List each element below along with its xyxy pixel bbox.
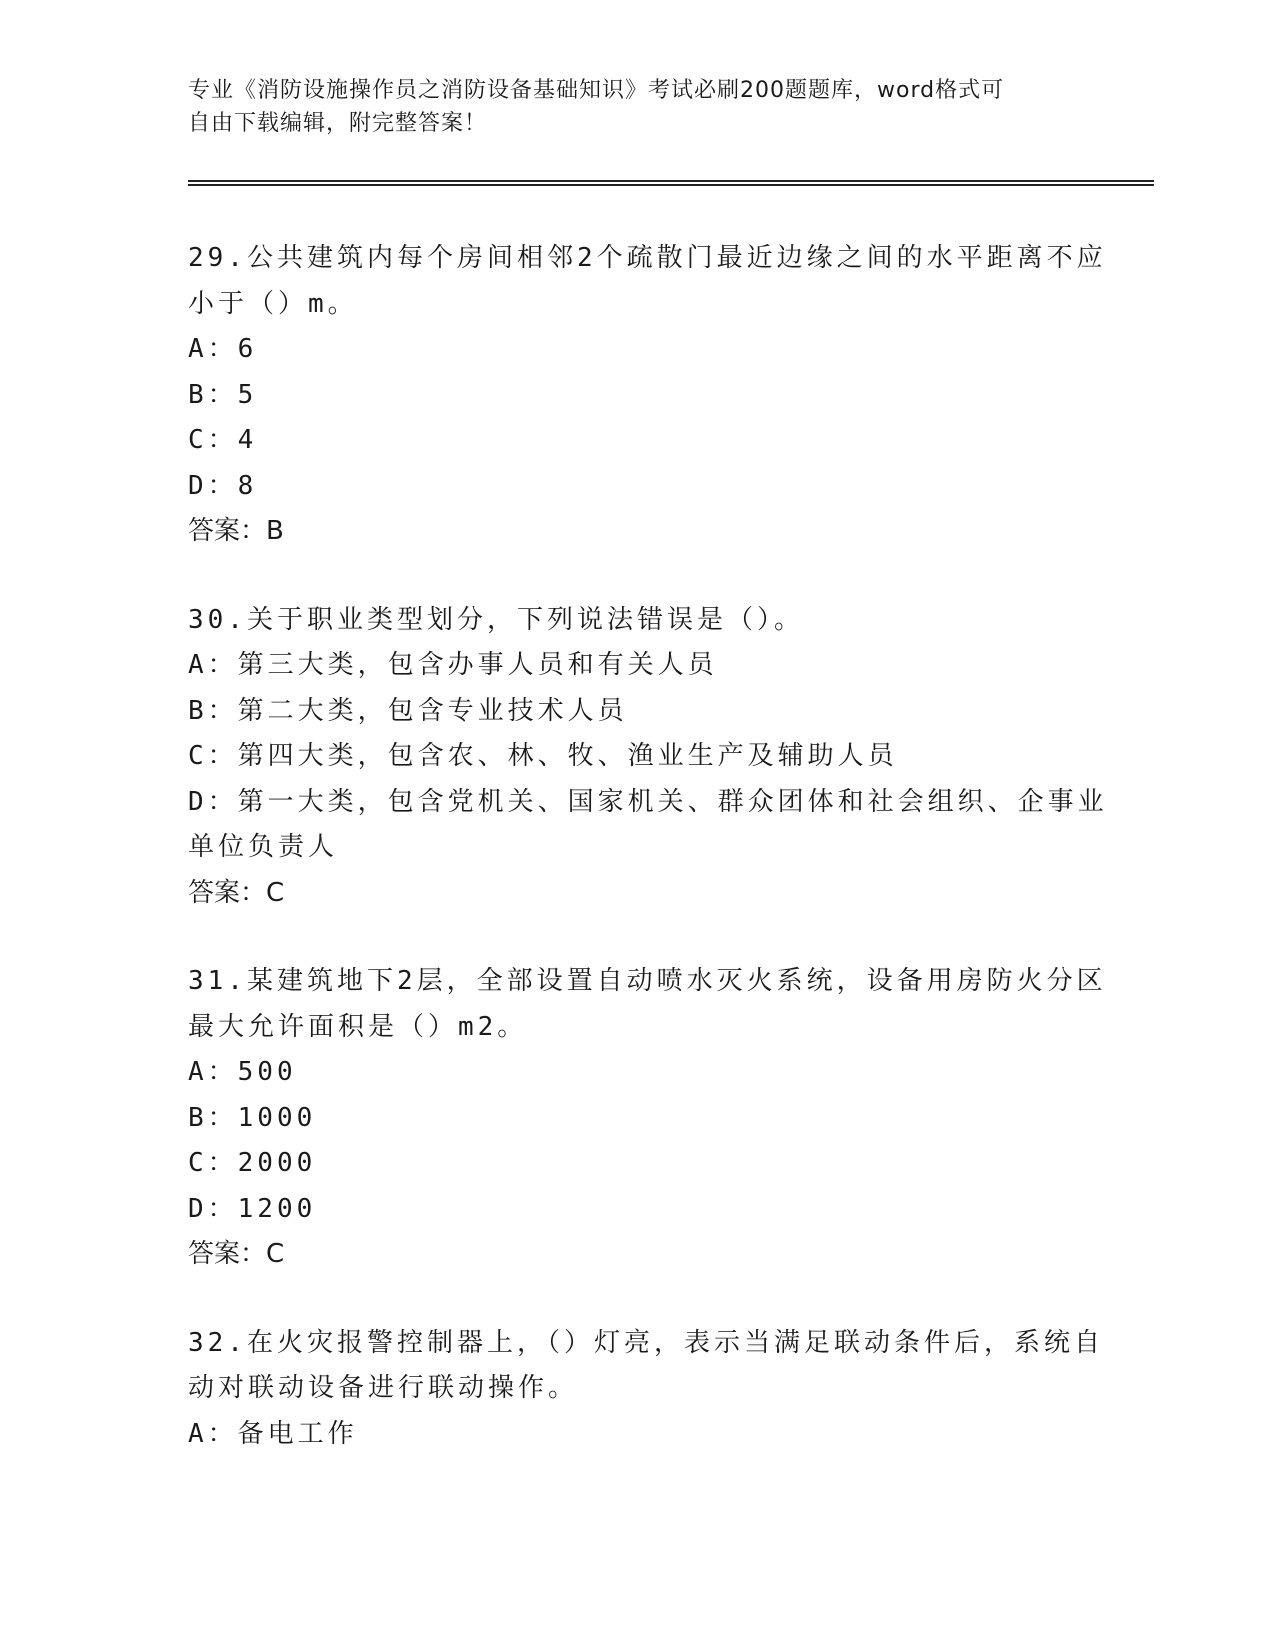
option-c: C：第四大类，包含农、林、牧、渔业生产及辅助人员 — [188, 741, 898, 771]
question-29 — [188, 236, 1107, 555]
option-d: D：8 — [188, 470, 258, 501]
question-32 — [188, 1321, 1104, 1458]
option-a: A：备电工作 — [188, 1418, 358, 1449]
option-d: D：第一大类，包含党机关、国家机关、群众团体和社会组织、企事业 — [188, 786, 1108, 817]
document-header — [188, 74, 1068, 140]
question-stem: 29.公共建筑内每个房间相邻2个疏散门最近边缘之间的水平距离不应 — [188, 243, 1107, 273]
question-list — [188, 236, 1108, 1500]
header-line-2: 自由下载编辑，附完整答案！ — [188, 111, 488, 136]
question-30 — [188, 598, 1108, 917]
question-stem: 30.关于职业类型划分，下列说法错误是（）。 — [188, 604, 804, 635]
question-stem: 最大允许面积是（）m2。 — [188, 1011, 528, 1042]
answer-line: 答案：C — [188, 1239, 285, 1269]
question-stem: 动对联动设备进行联动操作。 — [188, 1373, 579, 1403]
question-31 — [188, 959, 1107, 1278]
question-stem: 32.在火灾报警控制器上，（）灯亮，表示当满足联动条件后，系统自 — [188, 1327, 1104, 1358]
option-d-continued: 单位负责人 — [188, 832, 339, 862]
header-divider — [188, 180, 1154, 186]
option-a: A：6 — [188, 334, 258, 364]
header-line-1: 专业《消防设施操作员之消防设备基础知识》考试必刷200题题库，word格式可 — [188, 78, 1005, 103]
option-b: B：1000 — [188, 1102, 317, 1133]
option-d: D：1200 — [188, 1193, 317, 1224]
option-a: A：第三大类，包含办事人员和有关人员 — [188, 650, 718, 680]
option-c: C：2000 — [188, 1148, 317, 1178]
option-b: B：第二大类，包含专业技术人员 — [188, 695, 628, 726]
question-stem: 小于（）m。 — [188, 288, 358, 319]
option-a: A：500 — [188, 1057, 297, 1087]
answer-line: 答案：C — [188, 877, 285, 908]
option-b: B：5 — [188, 379, 258, 410]
question-stem: 31.某建筑地下2层，全部设置自动喷水灭火系统，设备用房防火分区 — [188, 966, 1107, 996]
answer-line: 答案：B — [188, 516, 284, 546]
option-c: C：4 — [188, 425, 258, 455]
